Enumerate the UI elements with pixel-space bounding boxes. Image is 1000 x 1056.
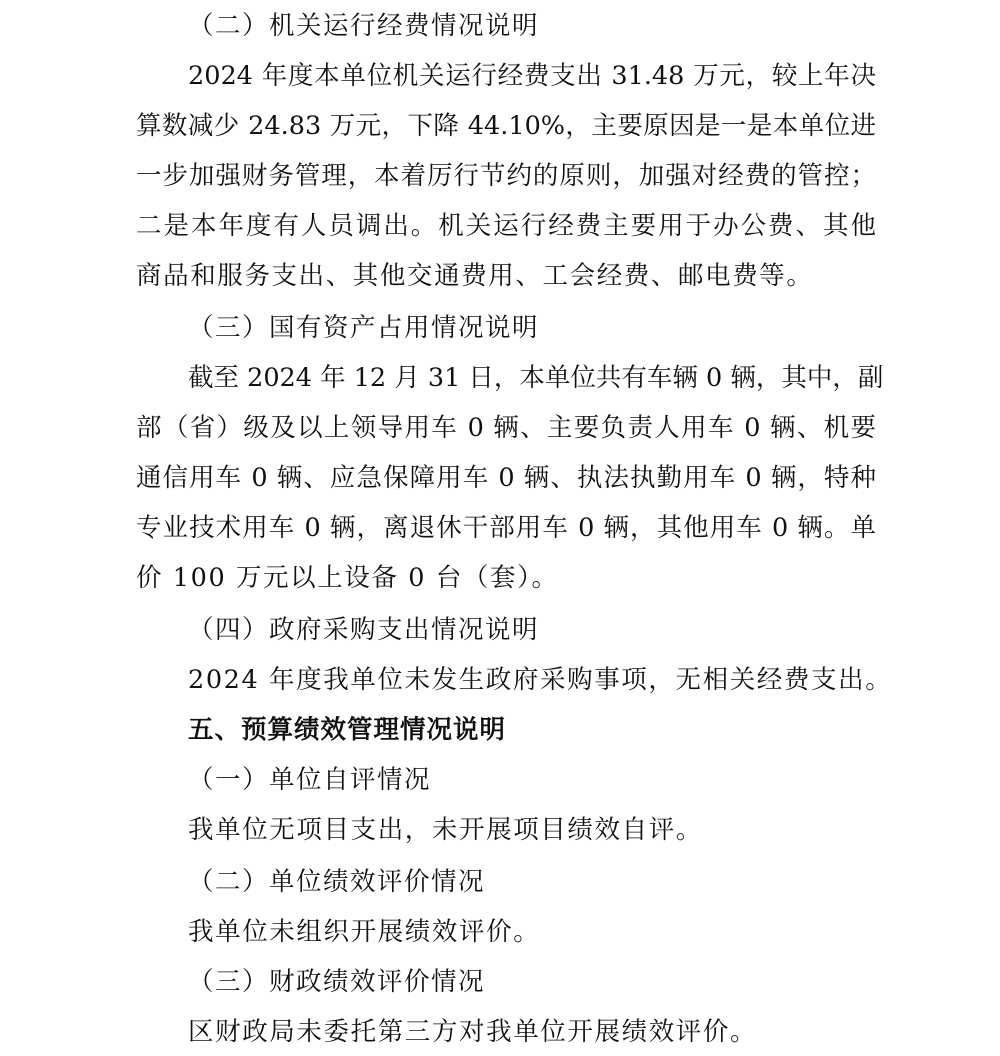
paragraph-line: 2024 年度本单位机关运行经费支出 31.48 万元，较上年决 xyxy=(188,61,876,91)
paragraph-line: 我单位未组织开展绩效评价。 xyxy=(188,917,541,947)
subsection-heading-admin-expenses: （二）机关运行经费情况说明 xyxy=(188,11,540,41)
paragraph-line: 商品和服务支出、其他交通费用、工会经费、邮电费等。 xyxy=(136,261,814,291)
paragraph-line: 专业技术用车 0 辆，离退休干部用车 0 辆，其他用车 0 辆。单 xyxy=(136,513,876,543)
paragraph-line: 通信用车 0 辆、应急保障用车 0 辆、执法执勤用车 0 辆，特种 xyxy=(136,463,876,493)
subsection-heading-procurement: （四）政府采购支出情况说明 xyxy=(188,615,540,645)
paragraph-line: 截至 2024 年 12 月 31 日，本单位共有车辆 0 辆，其中，副 xyxy=(188,363,884,393)
paragraph-line: 算数减少 24.83 万元，下降 44.10%，主要原因是一是本单位进 xyxy=(136,111,876,141)
section-heading-performance: 五、预算绩效管理情况说明 xyxy=(188,715,507,745)
paragraph-line: 价 100 万元以上设备 0 台（套）。 xyxy=(136,563,559,593)
subsection-heading-unit-evaluation: （二）单位绩效评价情况 xyxy=(188,867,486,897)
subsection-heading-state-assets: （三）国有资产占用情况说明 xyxy=(188,313,540,343)
paragraph-line: 部（省）级及以上领导用车 0 辆、主要负责人用车 0 辆、机要 xyxy=(136,413,876,443)
paragraph-line: 我单位无项目支出，未开展项目绩效自评。 xyxy=(188,815,703,845)
paragraph-line: 区财政局未委托第三方对我单位开展绩效评价。 xyxy=(188,1017,758,1047)
paragraph-line: 2024 年度我单位未发生政府采购事项，无相关经费支出。 xyxy=(188,665,893,695)
paragraph-line: 一步加强财务管理，本着厉行节约的原则，加强对经费的管控； xyxy=(136,161,876,191)
subsection-heading-finance-evaluation: （三）财政绩效评价情况 xyxy=(188,967,486,997)
paragraph-line: 二是本年度有人员调出。机关运行经费主要用于办公费、其他 xyxy=(136,211,876,241)
subsection-heading-self-evaluation: （一）单位自评情况 xyxy=(188,765,432,795)
